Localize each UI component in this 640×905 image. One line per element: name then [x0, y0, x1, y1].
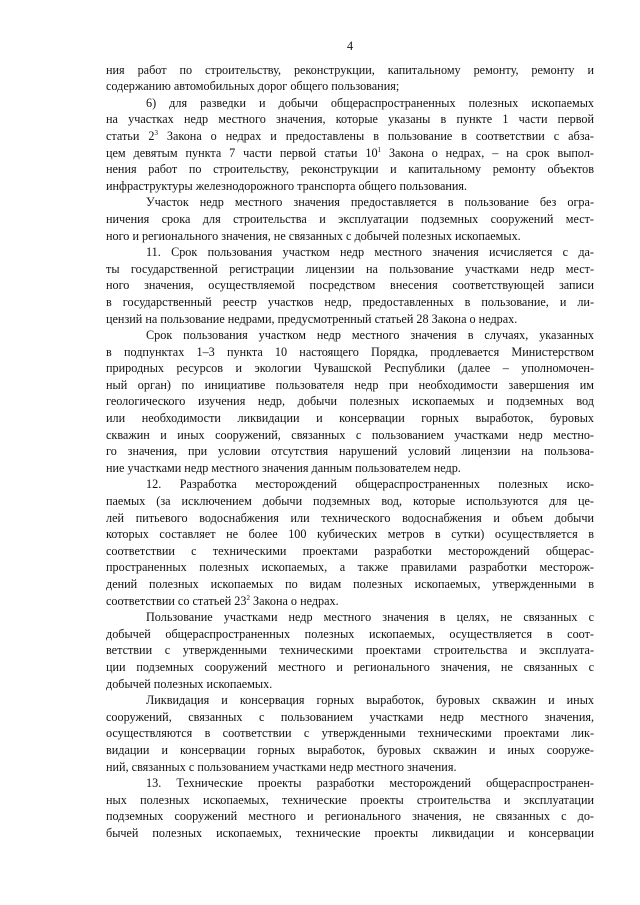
text-line: которых составляет не более 100 кубических метров в сутки) осуществляется в [106, 527, 594, 542]
text-line: ный орган) по инициативе пользователя недр при необходимости завершения им [106, 377, 594, 392]
document-body [106, 62, 594, 842]
text-line: статьи $2^3$ Закона о недрах и предоставлены в пользование в соответствии с абза- [106, 128, 594, 143]
text-line: инфраструктуры железнодорожного транспорта общего пользования. [106, 178, 468, 193]
text-line: соответствии со статьей $23^2$ Закона о недрах. [106, 593, 339, 608]
superscript-index: 3 [154, 128, 158, 137]
text-line: цем девятым пункта 7 части первой статьи $10^1$ Закона о недрах, – на срок выпол- [106, 145, 594, 160]
text-line: ничения срока для строительства и эксплуатации подземных сооружений мест- [106, 211, 594, 226]
text-line: 6) для разведки и добычи общераспространенных полезных ископаемых [146, 95, 594, 110]
text-line: Ликвидация и консервация горных выработок, буровых скважин и иных [146, 693, 594, 708]
text-line: природных ресурсов и экологии Чувашской Республики (далее – уполномочен- [106, 361, 594, 376]
text-line: ния работ по строительству, реконструкции, капитальному ремонту, ремонту и [106, 62, 594, 77]
text-line: соответствии с техническими проектами разработки месторождений общерас- [106, 543, 594, 558]
text-line: ного значения, осуществляемой посредством внесения соответствующей записи [106, 278, 594, 293]
text-line: лей питьевого водоснабжения или технического водоснабжения и объем добычи [106, 510, 594, 525]
text-line: видации и консервации горных выработок, буровых скважин и иных сооруже- [106, 742, 594, 757]
text-line: 11. Срок пользования участком недр местного значения исчисляется с да- [146, 245, 594, 260]
text-line: ты государственной регистрации лицензии на пользование участками недр мест- [106, 261, 594, 276]
page-number: 4 [346, 39, 354, 53]
text-line: го значения, при условии отсутствия нарушений условий лицензии на пользова- [106, 444, 594, 459]
text-line: сооружений, связанных с пользованием участками недр местного значения, [106, 709, 594, 724]
text-line: 12. Разработка месторождений общераспространенных полезных иско- [146, 477, 594, 492]
text-line: Участок недр местного значения предоставляется в пользование без огра- [146, 195, 594, 210]
text-line: скважин и иных сооружений, связанных с пользованием участками недр местно- [106, 427, 594, 442]
text-line: бычей полезных ископаемых, технические проекты ликвидации и консервации [106, 825, 594, 840]
text-line: паемых (за исключением добычи подземных вод, которые используются для це- [106, 494, 594, 509]
text-line: ние участками недр местного значения данным пользователем недр. [106, 460, 461, 475]
text-line: нения работ по строительству, реконструкции и капитальному ремонту объектов [106, 162, 594, 177]
text-line: ного и регионального значения, не связанных с добычей полезных ископаемых. [106, 228, 521, 243]
text-line: цензий на пользование недрами, предусмотренный статьей 28 Закона о недрах. [106, 311, 518, 326]
text-line: пространенных полезных ископаемых, а также правилами разработки месторож- [106, 560, 594, 575]
text-line: Пользование участками недр местного значения в целях, не связанных с [146, 610, 594, 625]
document-page [106, 38, 594, 842]
text-line: геологического изучения недр, добычи полезных ископаемых и подземных вод [106, 394, 594, 409]
text-line: добычей полезных ископаемых. [106, 676, 273, 691]
text-line: ний, связанных с пользованием участками недр местного значения. [106, 759, 457, 774]
text-line: ветствии с утвержденными техническими проектами строительства и эксплуата- [106, 643, 594, 658]
text-line: добычей общераспространенных полезных ископаемых, осуществляется в соот- [106, 626, 594, 641]
text-line: осуществляются в соответствии с утвержденными техническими проектами лик- [106, 726, 594, 741]
text-line: в подпунктах 1–3 пункта 10 настоящего Порядка, продлевается Министерством [106, 344, 594, 359]
text-line: 13. Технические проекты разработки месторождений общераспространен- [146, 776, 594, 791]
text-line: Срок пользования участком недр местного значения в случаях, указанных [146, 328, 594, 343]
superscript-index: 1 [377, 145, 382, 154]
text-line: на участках недр местного значения, которые указаны в пункте 1 части первой [106, 112, 594, 127]
text-line: дений полезных ископаемых по видам полезных ископаемых, утвержденными в [106, 577, 594, 591]
text-line: подземных сооружений местного и регионального значения, не связанных с до- [106, 809, 594, 824]
text-line: содержанию автомобильных дорог общего пользования; [106, 79, 400, 94]
text-line: в государственный реестр участков недр, предоставленных в пользование, и ли- [106, 294, 594, 309]
text-line: ных полезных ископаемых, технические проекты строительства и эксплуатации [106, 792, 594, 807]
text-line: или необходимости ликвидации и консервации горных выработок, буровых [106, 411, 594, 426]
superscript-index: 2 [246, 593, 250, 602]
text-line: ции подземных сооружений местного и регионального значения, не связанных с [106, 659, 594, 674]
